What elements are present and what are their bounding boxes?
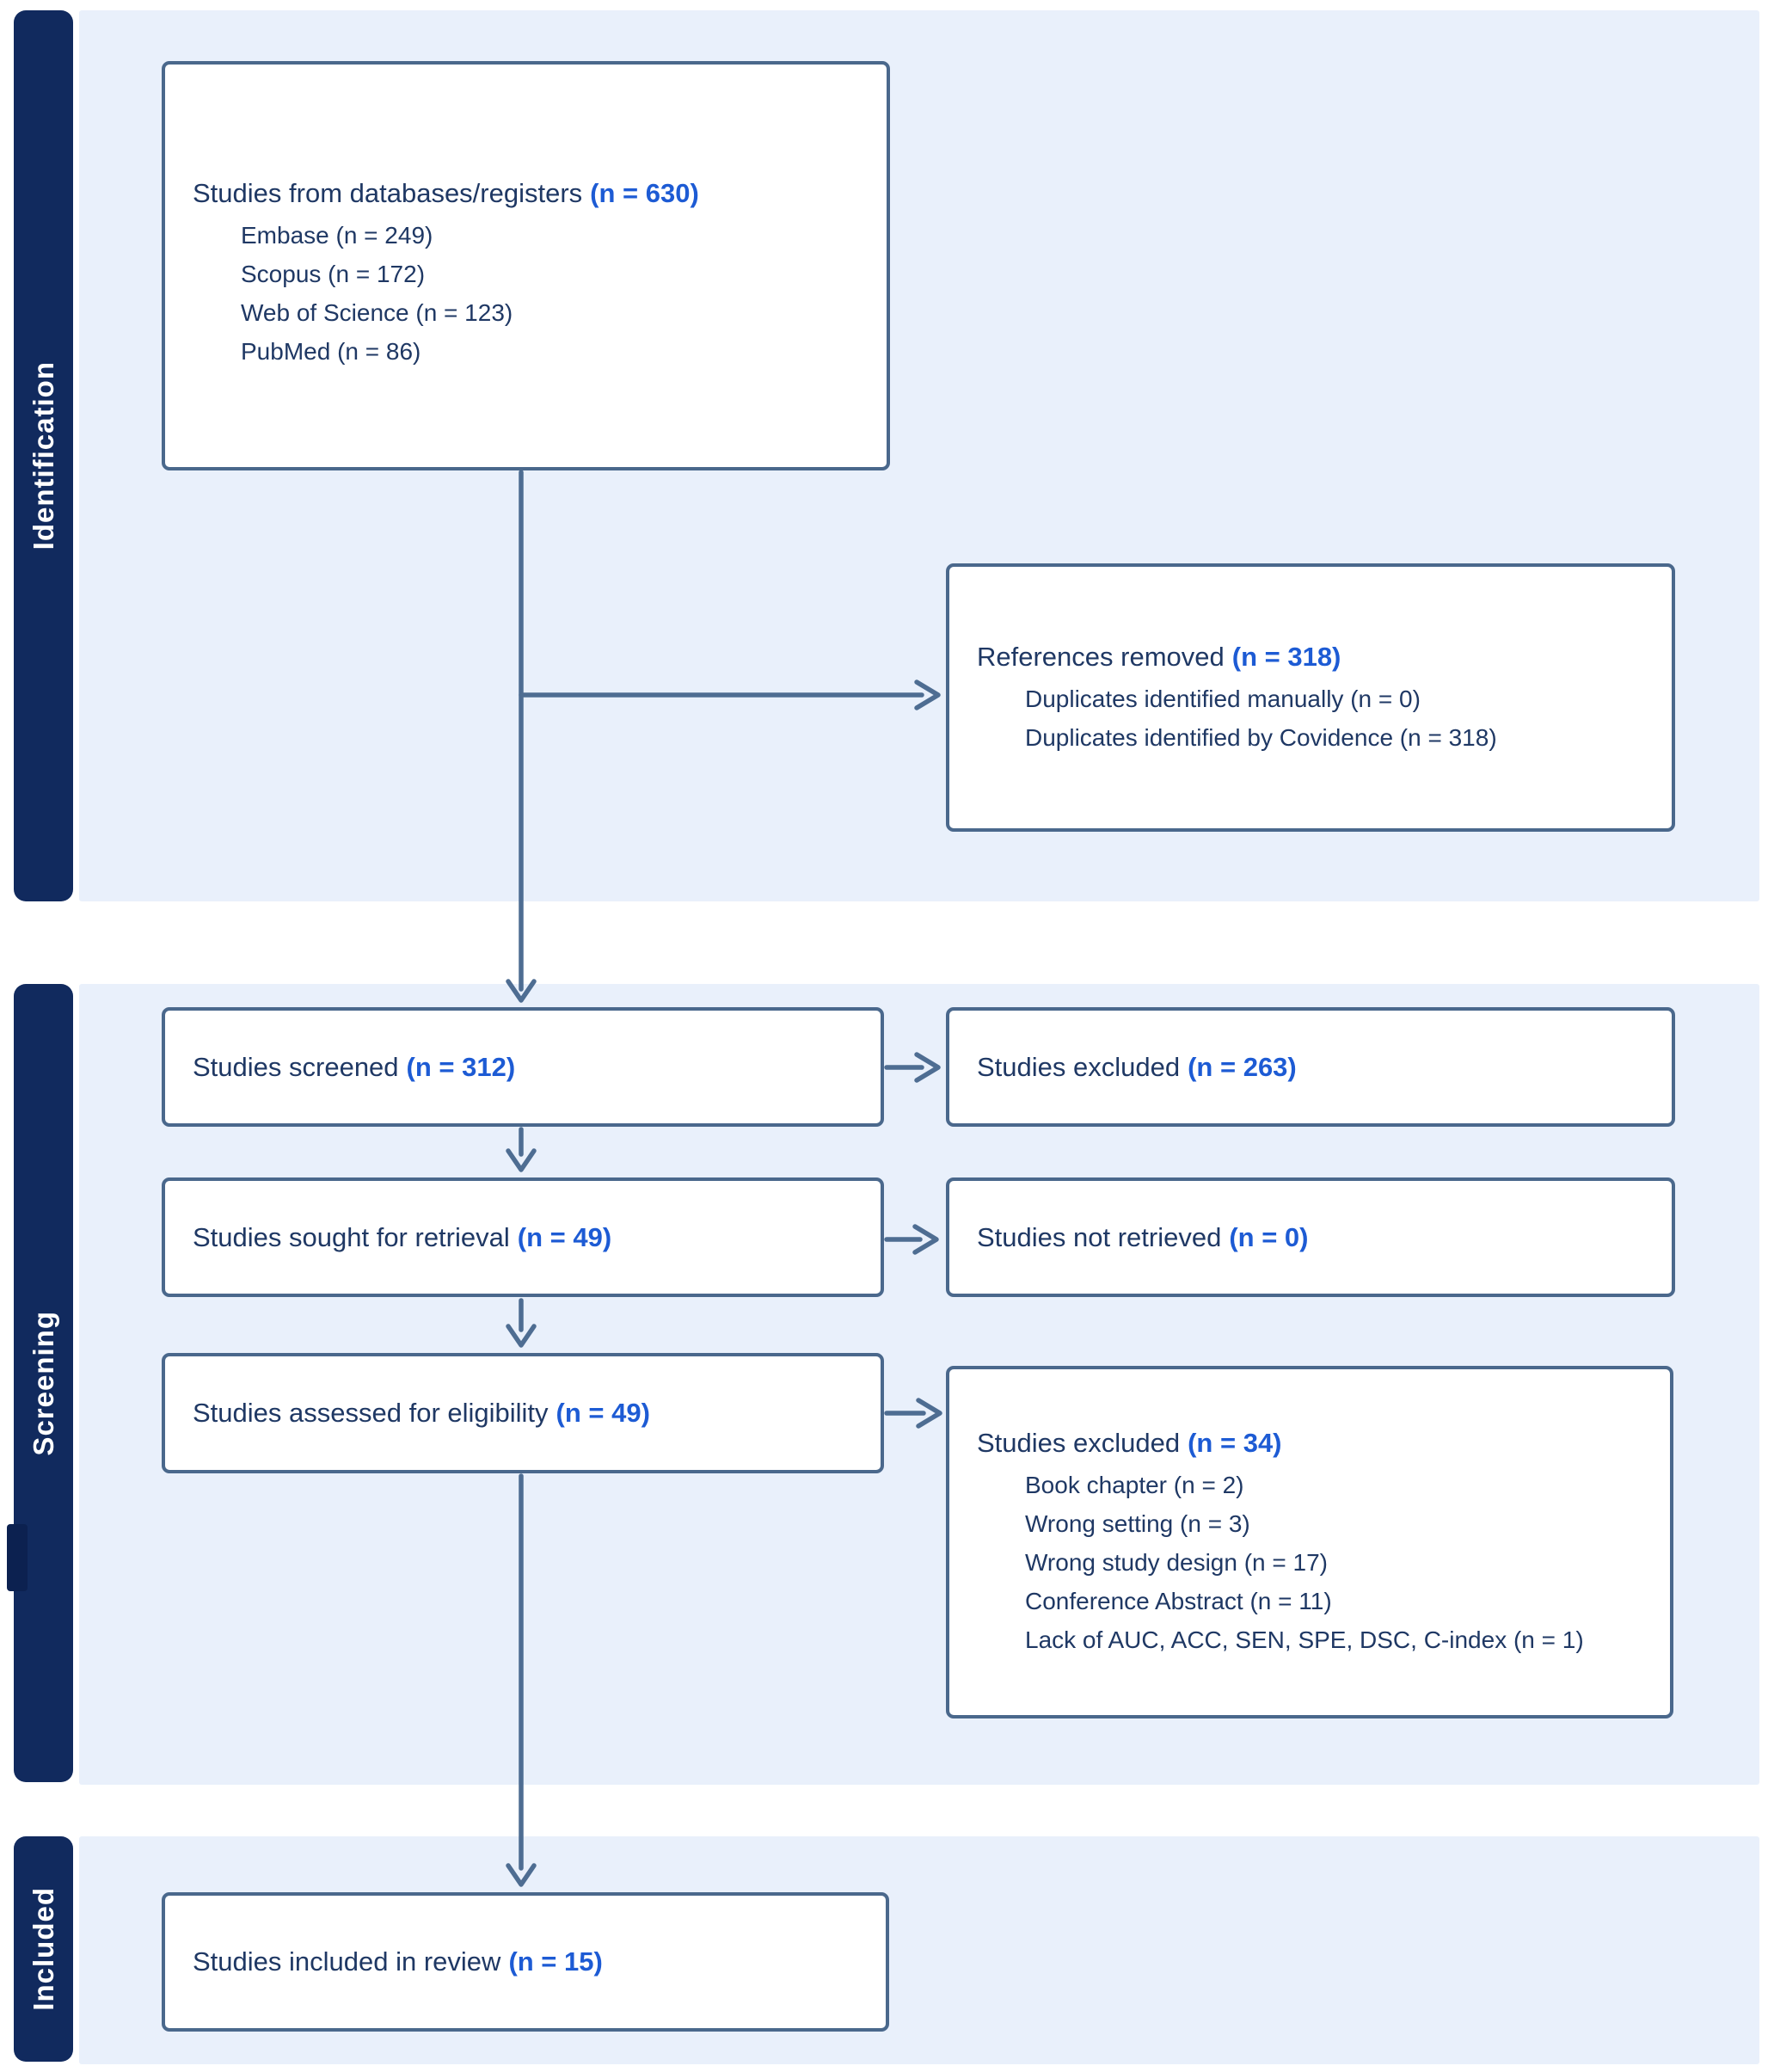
box-references-removed bbox=[946, 563, 1675, 832]
database-source-item: Embase (n = 249) bbox=[241, 221, 433, 249]
box-studies-assessed-for-eligibility bbox=[162, 1353, 884, 1473]
box-count: (n = 630) bbox=[590, 177, 699, 208]
box-title bbox=[977, 1220, 1660, 1256]
box-studies-sought-for-retrieval bbox=[162, 1177, 884, 1297]
database-source-item: Web of Science (n = 123) bbox=[241, 298, 513, 326]
box-count: (n = 318) bbox=[1231, 641, 1341, 672]
database-source-item: Scopus (n = 172) bbox=[241, 260, 426, 287]
box-title-text: Studies not retrieved bbox=[977, 1221, 1222, 1252]
box-title bbox=[193, 175, 875, 212]
box-title bbox=[193, 1049, 869, 1085]
removed-reason-item: Duplicates identified manually (n = 0) bbox=[1025, 685, 1421, 712]
removed-reason-item: Duplicates identified by Covidence (n = 318) bbox=[1025, 723, 1497, 751]
box-title bbox=[977, 1049, 1660, 1085]
box-studies-excluded-eligibility bbox=[946, 1366, 1673, 1718]
box-count: (n = 0) bbox=[1229, 1221, 1309, 1252]
box-title bbox=[977, 1425, 1658, 1461]
box-studies-screened bbox=[162, 1007, 884, 1127]
box-title-text: Studies sought for retrieval bbox=[193, 1221, 510, 1252]
box-count: (n = 312) bbox=[406, 1051, 516, 1082]
box-studies-from-databases bbox=[162, 61, 890, 470]
screening-stage-label: Screening bbox=[27, 1310, 59, 1456]
exclusion-reason-item: Wrong study design (n = 17) bbox=[1025, 1549, 1329, 1576]
box-count: (n = 49) bbox=[556, 1398, 650, 1428]
box-studies-excluded-screening bbox=[946, 1007, 1675, 1127]
box-title-text: Studies excluded bbox=[977, 1428, 1181, 1458]
included-stage-label: Included bbox=[27, 1887, 59, 2011]
box-count: (n = 15) bbox=[508, 1946, 603, 1977]
box-title-text: Studies from databases/registers bbox=[193, 177, 583, 208]
box-count: (n = 34) bbox=[1188, 1428, 1282, 1458]
exclusion-reason-item: Conference Abstract (n = 11) bbox=[1025, 1588, 1332, 1614]
exclusion-reason-item: Wrong setting (n = 3) bbox=[1025, 1510, 1250, 1537]
box-title bbox=[193, 1395, 869, 1431]
box-title-text: Studies included in review bbox=[193, 1946, 501, 1977]
box-title bbox=[193, 1220, 869, 1256]
box-title bbox=[977, 639, 1660, 675]
box-count: (n = 263) bbox=[1188, 1051, 1297, 1082]
box-studies-not-retrieved bbox=[946, 1177, 1675, 1297]
box-studies-included-in-review bbox=[162, 1892, 889, 2032]
exclusion-reason-item: Lack of AUC, ACC, SEN, SPE, DSC, C-index (n = 1) bbox=[1025, 1626, 1584, 1653]
database-source-item: PubMed (n = 86) bbox=[241, 337, 421, 365]
box-title bbox=[193, 1944, 874, 1980]
box-count: (n = 49) bbox=[517, 1221, 612, 1252]
identification-stage-label: Identification bbox=[27, 361, 59, 550]
box-title-text: Studies assessed for eligibility bbox=[193, 1398, 549, 1428]
box-title-text: Studies screened bbox=[193, 1051, 399, 1082]
box-title-text: Studies excluded bbox=[977, 1051, 1181, 1082]
exclusion-reason-item: Book chapter (n = 2) bbox=[1025, 1472, 1244, 1498]
box-title-text: References removed bbox=[977, 641, 1225, 672]
